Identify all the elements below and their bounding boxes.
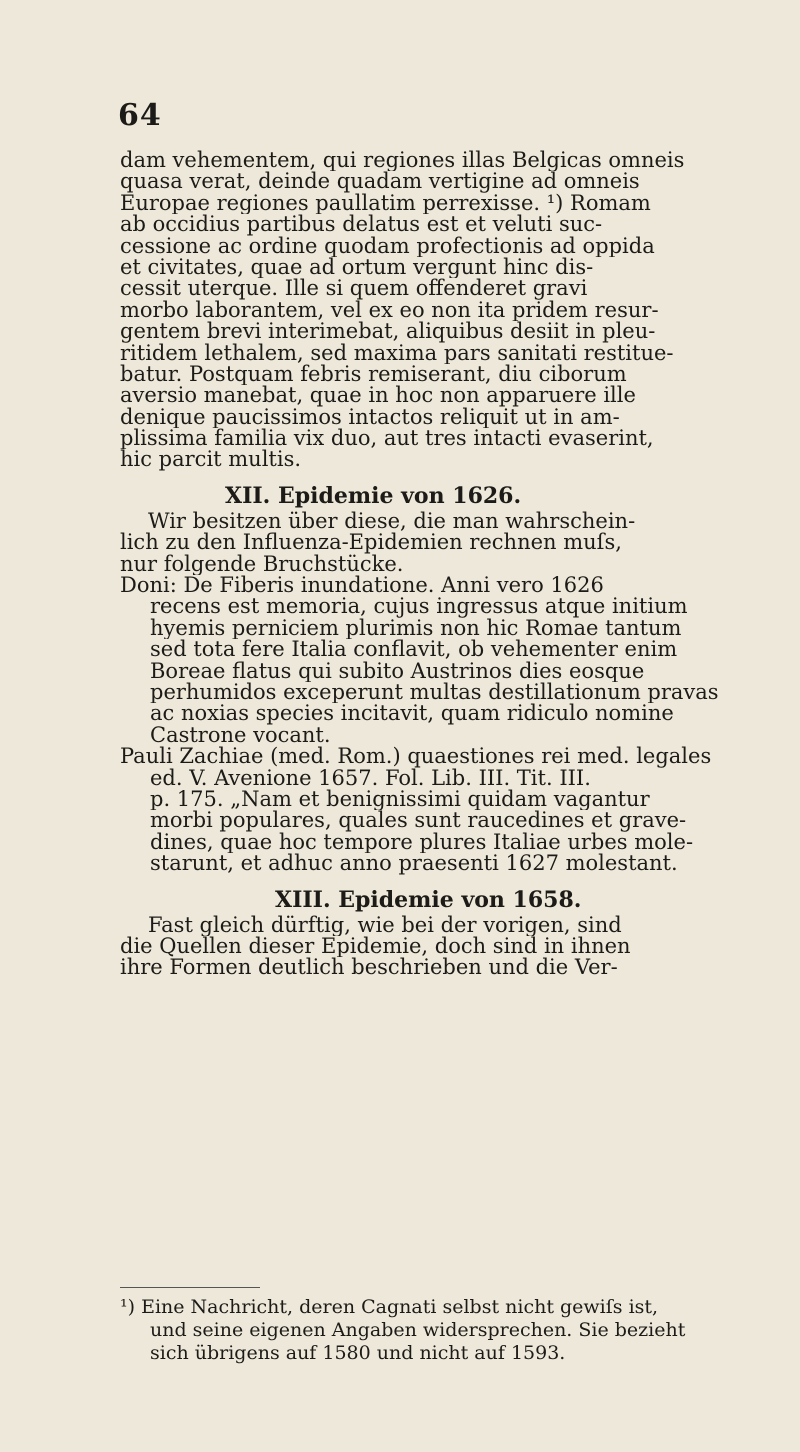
text-line: plissima familia vix duo, aut tres intacti evaserint, bbox=[120, 428, 654, 450]
text-line: cessit uterque. Ille si quem offenderet gravi bbox=[120, 278, 588, 300]
text-line: Castrone vocant. bbox=[150, 724, 331, 747]
text-line: recens est memoria, cujus ingressus atque initium bbox=[150, 596, 688, 618]
section-heading-xiii: XIII. Epidemie von 1658. bbox=[275, 886, 582, 913]
text-line: Doni: De Fiberis inundatione. Anni vero 1626 bbox=[120, 575, 604, 597]
section-heading-xii: XII. Epidemie von 1626. bbox=[225, 482, 522, 509]
footnote bbox=[120, 1296, 770, 1365]
section-xiii bbox=[120, 915, 770, 979]
footnote-line: und seine eigenen Angaben widersprechen. Sie bezieht bbox=[150, 1319, 686, 1341]
text-line: starunt, et adhuc anno praesenti 1627 molestant. bbox=[150, 853, 678, 875]
text-line: et civitates, quae ad ortum vergunt hinc dis- bbox=[120, 256, 594, 279]
text-line: cessione ac ordine quodam profectionis ad oppida bbox=[120, 235, 655, 257]
text-line: sed tota fere Italia conflavit, ob vehementer enim bbox=[150, 639, 678, 661]
section-xii bbox=[120, 511, 770, 875]
footnote-divider bbox=[120, 1287, 260, 1288]
text-line: quasa verat, deinde quadam vertigine ad omneis bbox=[120, 171, 640, 193]
text-line: Wir besitzen über diese, die man wahrschein- bbox=[148, 510, 636, 533]
text-line: ab occidius partibus delatus est et veluti suc- bbox=[120, 214, 603, 236]
text-line: ritidem lethalem, sed maxima pars sanitati restitue- bbox=[120, 342, 674, 364]
text-line: die Quellen dieser Epidemie, doch sind in ihnen bbox=[120, 935, 631, 958]
text-line: hyemis perniciem plurimis non hic Romae tantum bbox=[150, 617, 682, 640]
text-line: dam vehementem, qui regiones illas Belgicas omneis bbox=[120, 150, 685, 172]
text-line: aversio manebat, quae in hoc non apparuere ille bbox=[120, 385, 636, 407]
text-line: Fast gleich dürftig, wie bei der vorigen, sind bbox=[148, 914, 622, 936]
text-line: hic parcit multis. bbox=[120, 449, 302, 471]
text-line: morbi populares, quales sunt raucedines et grave- bbox=[150, 810, 687, 832]
text-line: Boreae flatus qui subito Austrinos dies eosque bbox=[150, 660, 645, 682]
paragraph-intro bbox=[120, 150, 770, 471]
text-line: gentem brevi interimebat, aliquibus desiit in pleu- bbox=[120, 321, 656, 343]
text-line: lich zu den Influenza-Epidemien rechnen muſs, bbox=[120, 532, 622, 554]
page-number: 64 bbox=[118, 98, 162, 133]
footnote-line: ¹) Eine Nachricht, deren Cagnati selbst nicht gewiſs ist, bbox=[120, 1296, 659, 1318]
text-line: batur. Postquam febris remiserant, diu ciborum bbox=[120, 363, 627, 386]
text-line: perhumidos exceperunt multas destillationum pravas bbox=[150, 681, 719, 704]
text-line: denique paucissimos intactos reliquit ut in am- bbox=[120, 406, 620, 429]
text-line: Pauli Zachiae (med. Rom.) quaestiones rei med. legales bbox=[120, 746, 712, 768]
text-line: nur folgende Bruchstücke. bbox=[120, 553, 404, 576]
text-line: ed. V. Avenione 1657. Fol. Lib. III. Tit. III. bbox=[150, 767, 591, 789]
text-line: ac noxias species incitavit, quam ridiculo nomine bbox=[150, 703, 674, 725]
text-line: dines, quae hoc tempore plures Italiae urbes mole- bbox=[150, 831, 694, 854]
text-line: morbo laborantem, vel ex eo non ita pridem resur- bbox=[120, 299, 659, 322]
text-line: p. 175. „Nam et benignissimi quidam vagantur bbox=[150, 788, 650, 811]
body-text bbox=[120, 150, 770, 979]
text-line: Europae regiones paullatim perrexisse. ¹) Romam bbox=[120, 192, 651, 215]
footnote-line: sich übrigens auf 1580 und nicht auf 1593. bbox=[150, 1342, 566, 1364]
text-line: ihre Formen deutlich beschrieben und die Ver- bbox=[120, 957, 618, 979]
